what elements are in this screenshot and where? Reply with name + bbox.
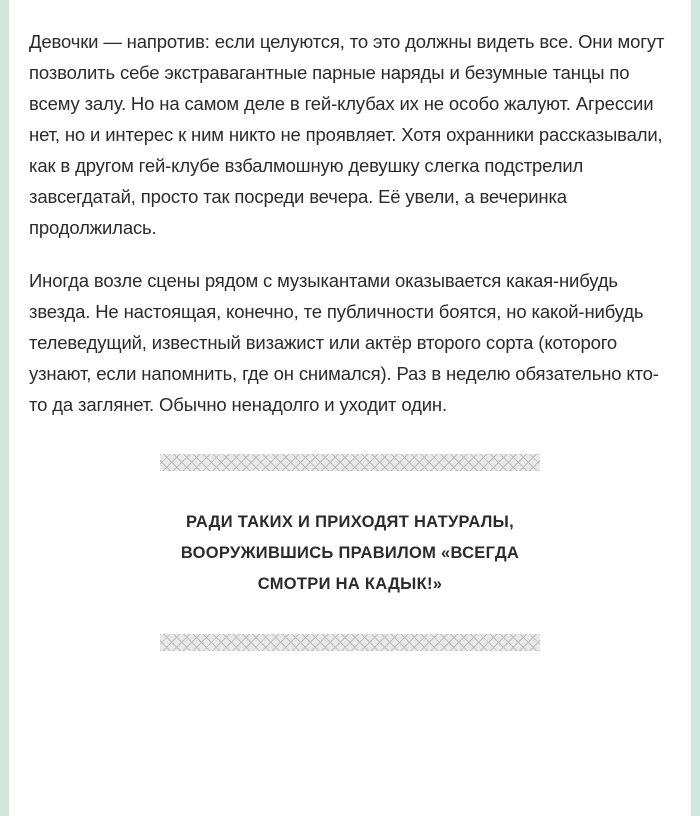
pullquote-line-3: СМОТРИ НА КАДЫК!» [257,575,443,593]
pullquote-line-2: ВООРУЖИВШИСЬ ПРАВИЛОМ «ВСЕГДА [180,544,520,562]
pullquote-text [130,507,570,600]
left-border-strip [0,0,9,816]
article-content [9,0,691,816]
ornament-bottom [160,634,540,651]
pullquote-line-1: РАДИ ТАКИХ И ПРИХОДЯТ НАТУРАЛЫ, [185,513,515,531]
ornament-top [160,454,540,471]
pullquote-block [29,454,671,651]
paragraph-2: Иногда возле сцены рядом с музыкантами оказывается какая-нибудь звезда. Не настоящая, конечно, те публичности боятся, но какой-нибудь телеведущий, известный визажист или актёр второго сорта (которого узнают, если напомнить, где он снимался). Раз в неделю обязательно кто-то да заглянет. Обычно ненадолго и уходит один. [29,270,659,415]
right-border-strip [691,0,700,816]
paragraph-1: Девочки — напротив: если целуются, то это должны видеть все. Они могут позволить себе экстравагантные парные наряды и безумные танцы по всему залу. Но на самом деле в гей-клубах их не особо жалуют. Агрессии нет, но и интерес к ним никто не проявляет. Хотя охранники рассказывали, как в другом гей-клубе взбалмошную девушку слегка подстрелил завсегдатай, просто так посреди вечера. Её увели, а вечеринка продолжилась. [29,31,665,238]
